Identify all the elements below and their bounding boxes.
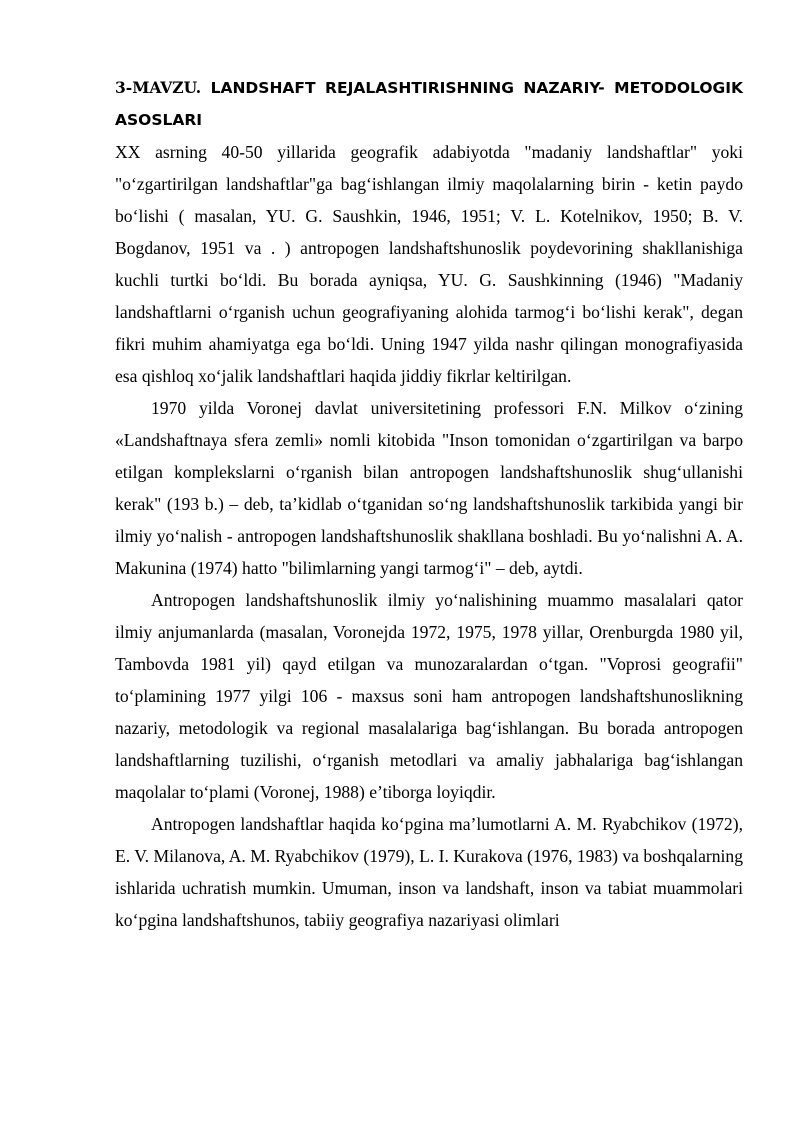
title-topic-number: 3-MAVZU. <box>115 78 202 97</box>
paragraph-1: XX asrning 40-50 yillarida geografik adabiyotda "madaniy landshaftlar" yoki "o‘zgartirilgan landshaftlar"ga bag‘ishlangan ilmiy maqolalarning birin - ketin paydo bo‘lishi ( masalan, YU. G. Saushkin, 1946, 1951; V. L. Kotelnikov, 1950; B. V. Bogdanov, 1951 va . ) antropogen landshaftshunoslik poydevorining shakllanishiga kuchli turtki bo‘ldi. Bu borada ayniqsa, YU. G. Saushkinning (1946) "Madaniy landshaftlarni o‘rganish uchun geografiyaning alohida tarmog‘i bo‘lishi kerak", degan fikri muhim ahamiyatga ega bo‘ldi. Uning 1947 yilda nashr qilingan monografiyasida esa qishloq xo‘jalik landshaftlari haqida jiddiy fikrlar keltirilgan. <box>115 142 743 386</box>
document-page <box>115 72 743 936</box>
document-title <box>115 72 743 136</box>
paragraph-2: 1970 yilda Voronej davlat universitetining professori F.N. Milkov o‘zining «Landshaftnaya sfera zemli» nomli kitobida "Inson tomonidan o‘zgartirilgan va barpo etilgan komplekslarni o‘rganish bilan antropogen landshaftshunoslik shug‘ullanishi kerak" (193 b.) – deb, ta’kidlab o‘tganidan so‘ng landshaftshunoslik tarkibida yangi bir ilmiy yo‘nalish - antropogen landshaftshunoslik shakllana boshladi. Bu yo‘nalishni A. A. Makunina (1974) hatto "bilimlarning yangi tarmog‘i" – deb, aytdi. <box>115 398 743 578</box>
paragraph-4: Antropogen landshaftlar haqida ko‘pgina ma’lumotlarni A. M. Ryabchikov (1972), E. V. Milanova, A. M. Ryabchikov (1979), L. I. Kurakova (1976, 1983) va boshqalarning ishlarida uchratish mumkin. Umuman, inson va landshaft, inson va tabiat muammolari ko‘pgina landshaftshunos, tabiiy geografiya nazariyasi olimlari <box>115 814 744 930</box>
paragraph-3: Antropogen landshaftshunoslik ilmiy yo‘nalishining muammo masalalari qator ilmiy anjumanlarda (masalan, Voronejda 1972, 1975, 1978 yillar, Orenburgda 1980 yil, Tambovda 1981 yil) qayd etilgan va munozaralardan o‘tgan. "Voprosi geografii" to‘plamining 1977 yilgi 106 - maxsus soni ham antropogen landshaftshunoslikning nazariy, metodologik va regional masalalariga bag‘ishlangan. Bu borada antropogen landshaftlarning tuzilishi, o‘rganish metodlari va amaliy jabhalariga bag‘ishlangan maqolalar to‘plami (Voronej, 1988) e’tiborga loyiqdir. <box>115 590 743 802</box>
title-text: LANDSHAFT REJALASHTIRISHNING NAZARIY- METODOLOGIK ASOSLARI <box>115 79 743 129</box>
